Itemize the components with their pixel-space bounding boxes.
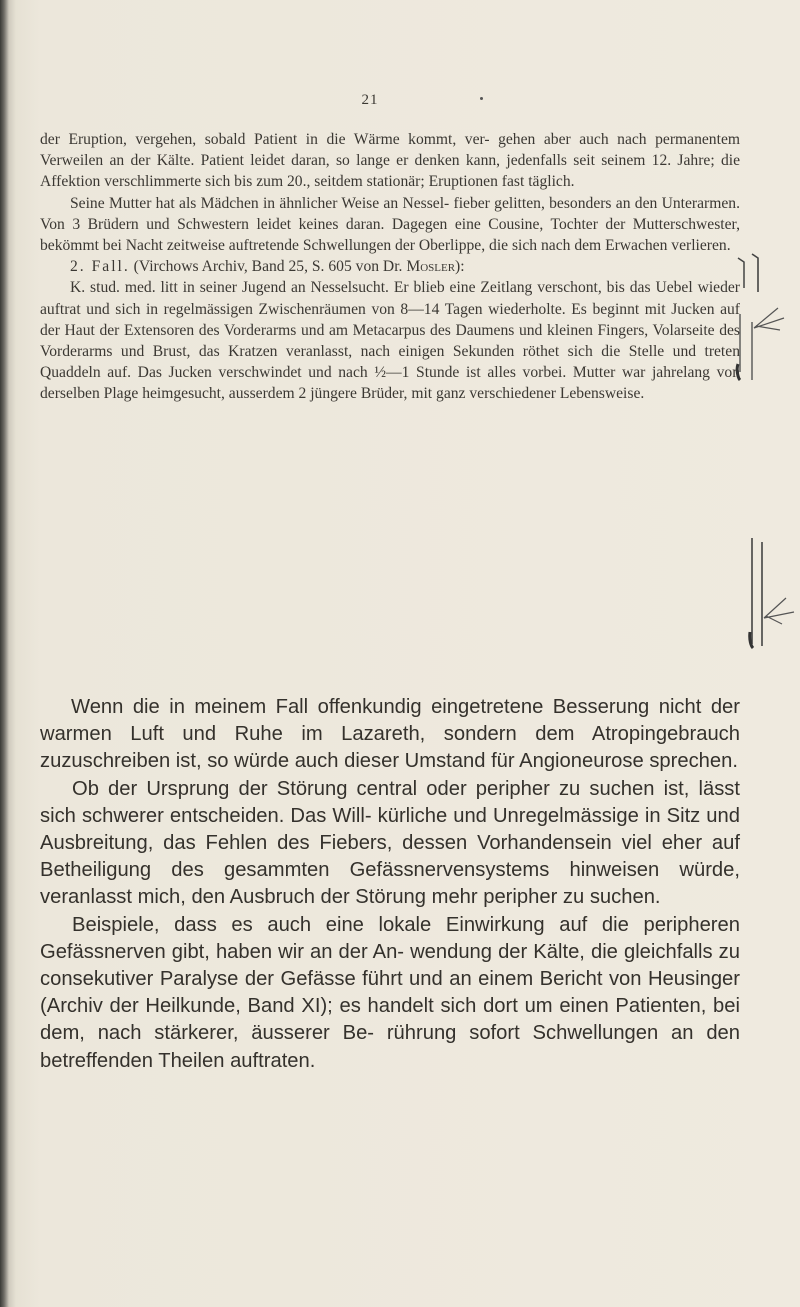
paragraph-examples: Beispiele, dass es auch eine lokale Einwirkung auf die peripheren Gefässnerven gibt, haben wir an der An- wendung der Kälte, die gleichfalls zu consekutiver Paralyse der Gefässe führt und an einem Bericht von Heusinger (Archiv der Heilkunde, Band XI); es handelt sich dort um einen Patienten, bei dem, nach stärkerer, äusserer Be- rührung sofort Schwellungen an den betreffenden Theilen auftraten. [40, 913, 740, 1072]
case-reference: (Virchows Archiv, Band 25, S. 605 von Dr. [133, 258, 403, 276]
case-author: Mosler [406, 258, 456, 276]
paragraph-case-two: K. stud. med. litt in seiner Jugend an Nesselsucht. Er blieb eine Zeitlang verschont, bis das Uebel wieder auftrat und sich in regelmässigen Zwischenräumen von 8—14 Tagen wiederholte. Es beginnt mit Jucken auf der Haut der Extensoren des Vorderarms und am Metacarpus des Daumens und kleinen Fingers, Volarseite des Vorderarms und Brust, das Kratzen veranlasst, nach einigen Sekunden röthet sich die Stelle und treten Quaddeln auf. Das Jucken verschwindet und nach ½—1 Stunde ist alles vorbei. Mutter war jahrelang von derselben Plage heimgesucht, ausserdem 2 jüngere Brüder, mit ganz verschiedener Lebensweise. [40, 279, 740, 403]
paragraph-origin: Ob der Ursprung der Störung central oder peripher zu suchen ist, lässt sich schwerer entscheiden. Das Will- kürliche und Unregelmässige in Sitz und Ausbreitung, das Fehlen des Fiebers, dessen Vorhandensein viel eher auf Betheiligung des gesammten Gefässnervensystems hinweisen würde, veranlasst mich, den Ausbruch der Störung mehr peripher zu suchen. [40, 777, 740, 909]
paragraph-improvement: Wenn die in meinem Fall offenkundig eingetretene Besserung nicht der warmen Luft und Ruhe im Lazareth, sondern dem Atropingebrauch zuzuschreiben ist, so würde auch dieser Umstand für Angioneurose sprechen. [40, 696, 740, 773]
case-heading [40, 256, 740, 277]
ink-dot [480, 97, 483, 100]
case-label: 2. Fall. [70, 258, 130, 276]
case-report-block [40, 129, 740, 405]
discussion-block [40, 694, 740, 1075]
page-number: 21 [361, 92, 379, 108]
margin-bracket-mark [734, 252, 796, 386]
paragraph-family-history: Seine Mutter hat als Mädchen in ähnlicher Weise an Nessel- fieber gelitten, besonders an den Unterarmen. Von 3 Brüdern und Schwestern leidet keines daran. Dagegen eine Cousine, Tochter der Mutterschwester, bekömmt bei Nacht zeitweise auftretende Schwellungen der Oberlippe, die sich nach dem Erwachen verlieren. [40, 194, 740, 255]
margin-check-mark [748, 532, 798, 652]
paragraph-eruption: der Eruption, vergehen, sobald Patient in die Wärme kommt, ver- gehen aber auch nach permanentem Verweilen an der Kälte. Patient leidet daran, so lange er denken kann, jedenfalls seit seinem 12. Jahre; die Affektion verschlimmerte sich bis zum 20., seitdem stationär; Eruptionen fast täglich. [40, 131, 740, 191]
case-reference-end: ): [455, 258, 465, 276]
